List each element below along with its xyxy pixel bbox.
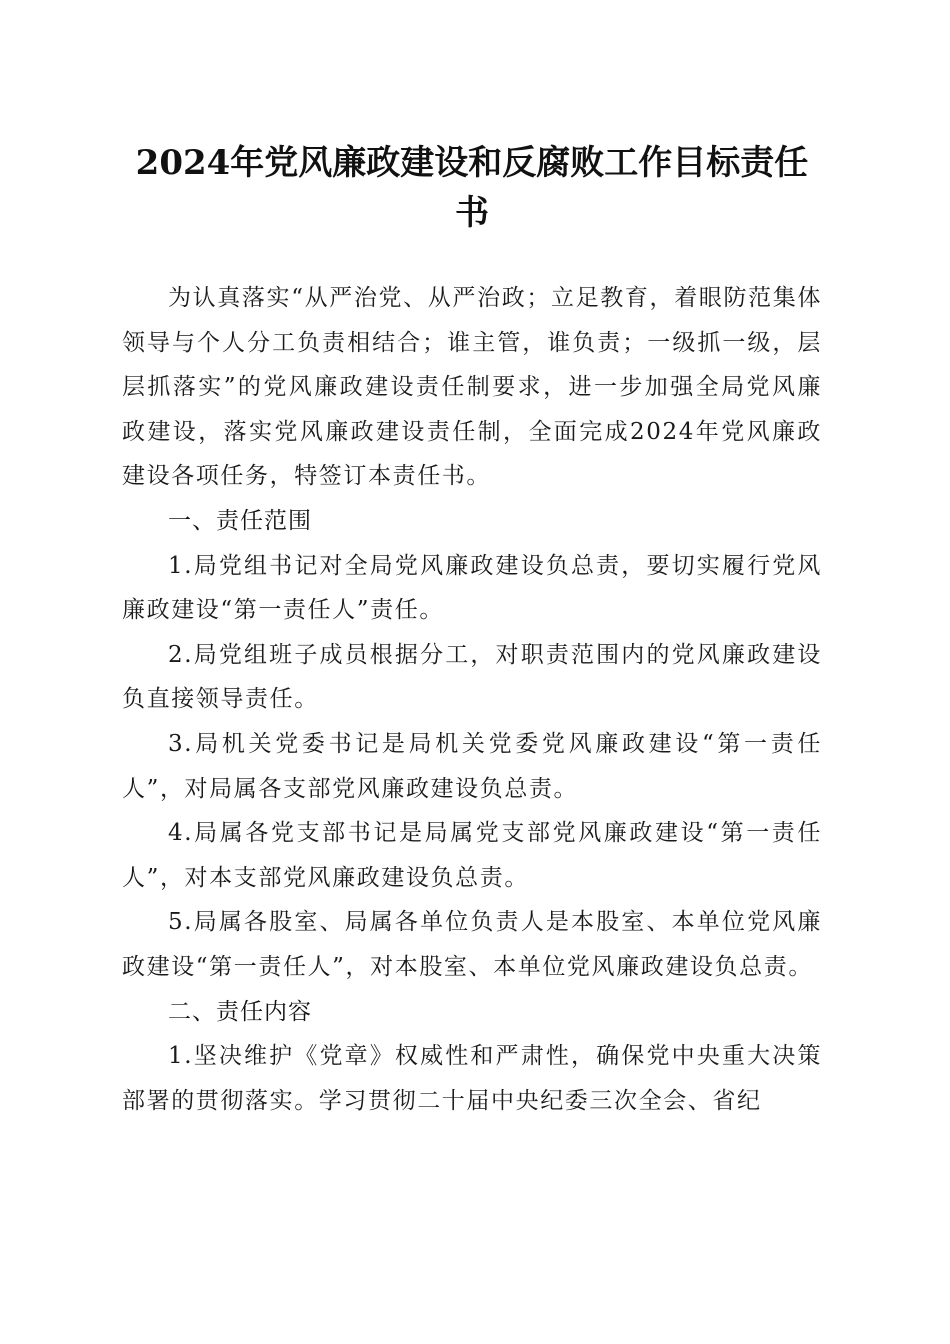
scope-item-5: 5.局属各股室、局属各单位负责人是本股室、本单位党风廉政建设“第一责任人”，对本股室、本单位党风廉政建设负总责。 [122,909,822,980]
intro-paragraph: 为认真落实“从严治党、从严治政；立足教育，着眼防范集体领导与个人分工负责相结合；谁主管，谁负责；一级抓一级，层层抓落实”的党风廉政建设责任制要求，进一步加强全局党风廉政建设，落实党风廉政建设责任制，全面完成2024年党风廉政建设各项任务，特签订本责任书。 [122,285,822,490]
section-heading-responsibility-scope: 一、责任范围 [168,507,312,534]
document-body [122,276,822,1123]
scope-item-3: 3.局机关党委书记是局机关党委党风廉政建设“第一责任人”，对局属各支部党风廉政建设负总责。 [122,730,822,802]
scope-item-1: 1.局党组书记对全局党风廉政建设负总责，要切实履行党风廉政建设“第一责任人”责任。 [122,552,822,624]
document-title: 2024年党风廉政建设和反腐败工作目标责任书 [135,143,809,233]
scope-item-4: 4.局属各党支部书记是局属党支部党风廉政建设“第一责任人”，对本支部党风廉政建设负总责。 [122,820,822,891]
content-item-1: 1.坚决维护《党章》权威性和严肃性，确保党中央重大决策部署的贯彻落实。学习贯彻二十届中央纪委三次全会、省纪 [122,1043,822,1114]
scope-item-2: 2.局党组班子成员根据分工，对职责范围内的党风廉政建设负直接领导责任。 [122,641,822,713]
section-heading-responsibility-content: 二、责任内容 [168,998,312,1025]
